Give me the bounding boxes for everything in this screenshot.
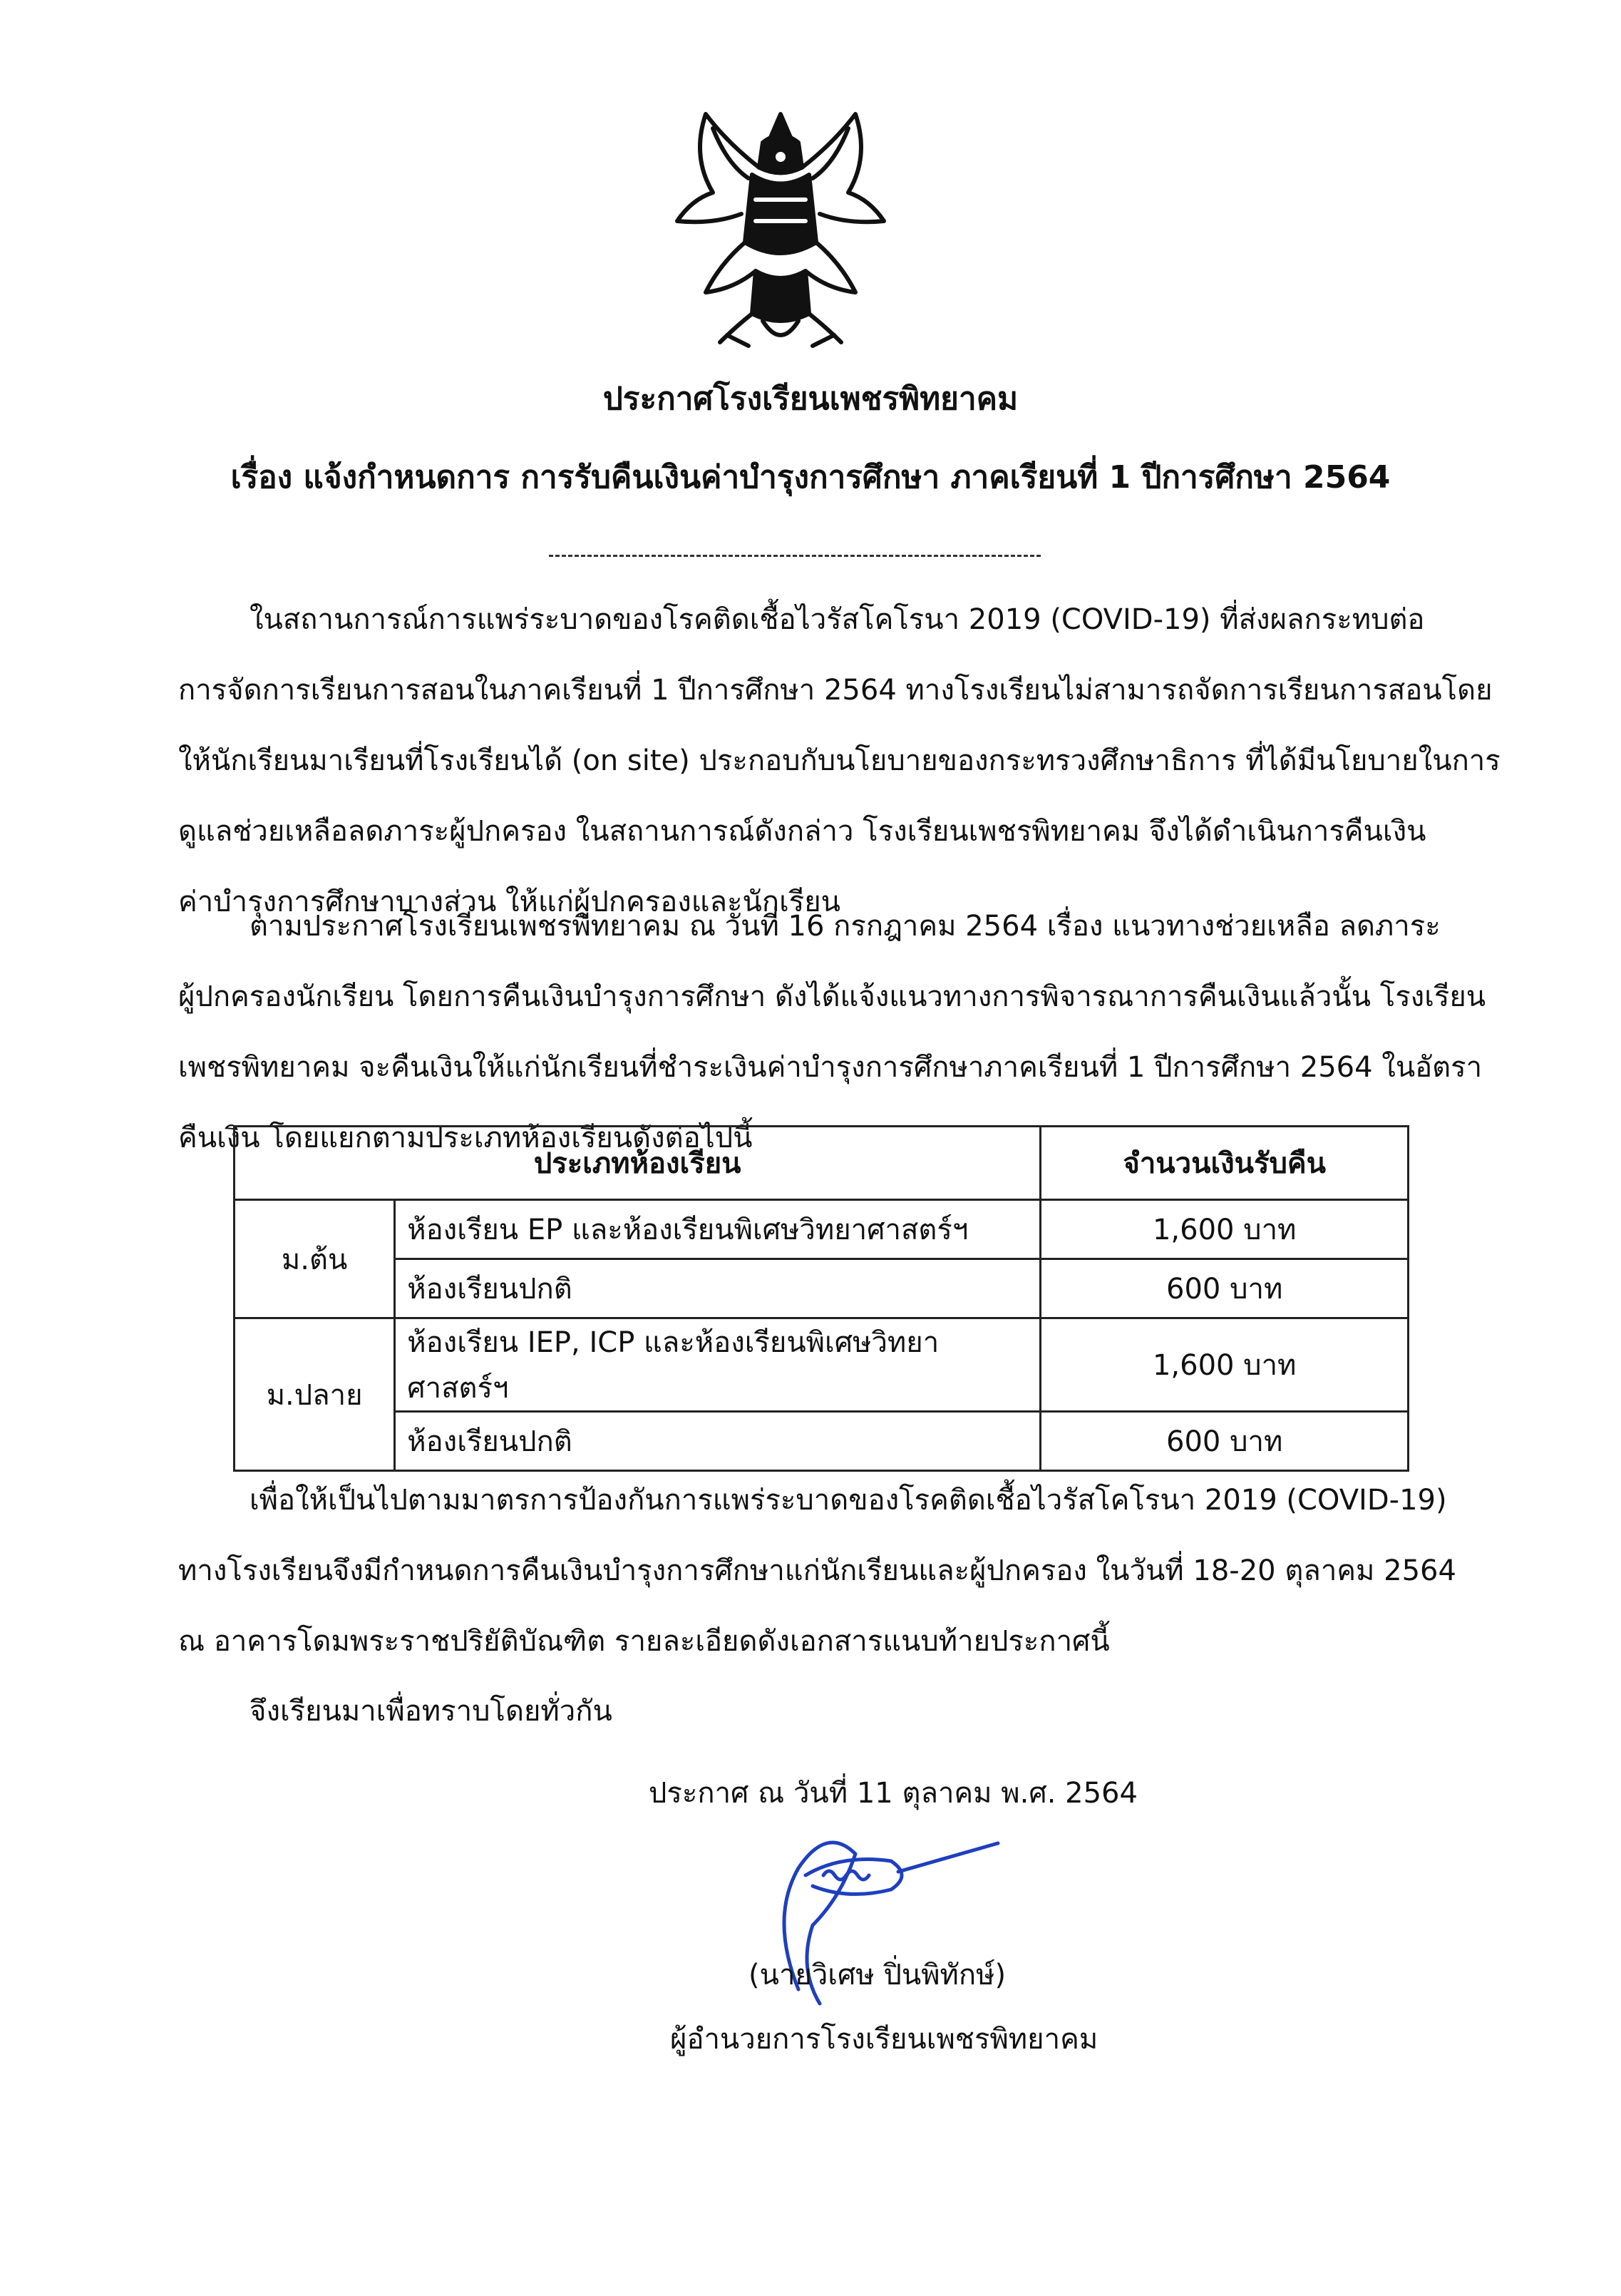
- closing-remark: จึงเรียนมาเพื่อทราบโดยทั่วกัน: [249, 1695, 612, 1728]
- table-row: [235, 1200, 1409, 1259]
- paragraph-line: ตามประกาศโรงเรียนเพชรพิทยาคม ณ วันที่ 16 กรกฎาคม 2564 เรื่อง แนวทางช่วยเหลือ ลดภาระ: [249, 910, 1441, 943]
- header-classroom-type: ประเภทห้องเรียน: [235, 1127, 1041, 1200]
- amount-cell: 1,600 บาท: [1041, 1200, 1409, 1259]
- announcement-date: ประกาศ ณ วันที่ 11 ตุลาคม พ.ศ. 2564: [649, 1777, 1138, 1810]
- amount-cell: 600 บาท: [1041, 1259, 1409, 1318]
- paragraph-line: เพชรพิทยาคม จะคืนเงินให้แก่นักเรียนที่ชำระเงินค่าบำรุงการศึกษาภาคเรียนที่ 1 ปีการศึกษา 2564 ในอัตรา: [178, 1051, 1483, 1084]
- amount-cell: 600 บาท: [1041, 1412, 1409, 1471]
- paragraph-line: ค่าบำรุงการศึกษาบางส่วน ให้แก่ผู้ปกครองและนักเรียน: [178, 886, 841, 918]
- type-cell: ห้องเรียน IEP, ICP และห้องเรียนพิเศษวิทยาศาสตร์ฯ: [395, 1318, 1041, 1412]
- table-header-row: [235, 1127, 1409, 1200]
- garuda-emblem-icon: [663, 100, 898, 357]
- type-cell: ห้องเรียน EP และห้องเรียนพิเศษวิทยาศาสตร์ฯ: [395, 1200, 1041, 1259]
- amount-cell: 1,600 บาท: [1041, 1318, 1409, 1412]
- type-cell: ห้องเรียนปกติ: [395, 1259, 1041, 1318]
- paragraph-line: การจัดการเรียนการสอนในภาคเรียนที่ 1 ปีการศึกษา 2564 ทางโรงเรียนไม่สามารถจัดการเรียนการสอนโดย: [178, 674, 1493, 707]
- signer-position: ผู้อำนวยการโรงเรียนเพชรพิทยาคม: [670, 2023, 1098, 2056]
- paragraph-line: ผู้ปกครองนักเรียน โดยการคืนเงินบำรุงการศึกษา ดังได้แจ้งแนวทางการพิจารณาการคืนเงินแล้วนั้น โรงเรียน: [178, 980, 1486, 1013]
- announcement-subject: เรื่อง แจ้งกำหนดการ การรับคืนเงินค่าบำรุงการศึกษา ภาคเรียนที่ 1 ปีการศึกษา 2564: [230, 459, 1391, 496]
- paragraph-line: ทางโรงเรียนจึงมีกำหนดการคืนเงินบำรุงการศึกษาแก่นักเรียนและผู้ปกครอง ในวันที่ 18-20 ตุลาคม 2564: [178, 1554, 1456, 1587]
- paragraph-line: เพื่อให้เป็นไปตามมาตรการป้องกันการแพร่ระบาดของโรคติดเชื้อไวรัสโคโรนา 2019 (COVID-19): [249, 1484, 1447, 1517]
- header-refund-amount: จำนวนเงินรับคืน: [1041, 1127, 1409, 1200]
- paragraph-situation: [178, 585, 1501, 938]
- refund-table: [233, 1125, 1409, 1472]
- paragraph-line: ดูแลช่วยเหลือลดภาระผู้ปกครอง ในสถานการณ์ดังกล่าว โรงเรียนเพชรพิทยาคม จึงได้ดำเนินการคืนเงิน: [178, 815, 1426, 848]
- paragraph-schedule: [178, 1465, 1456, 1677]
- table-row: [235, 1318, 1409, 1412]
- level-cell: ม.ต้น: [235, 1200, 395, 1318]
- paragraph-line: คืนเงิน โดยแยกตามประเภทห้องเรียนดังต่อไปนี้: [178, 1122, 753, 1154]
- announcement-title: ประกาศโรงเรียนเพชรพิทยาคม: [602, 381, 1019, 417]
- paragraph-line: ในสถานการณ์การแพร่ระบาดของโรคติดเชื้อไวรัสโคโรนา 2019 (COVID-19) ที่ส่งผลกระทบต่อ: [249, 603, 1425, 636]
- level-cell: ม.ปลาย: [235, 1318, 395, 1471]
- table-row: [235, 1412, 1409, 1471]
- title-divider: [549, 555, 1041, 557]
- signer-name: (นายวิเศษ ปิ่นพิทักษ์): [748, 1959, 1007, 1992]
- paragraph-line: ณ อาคารโดมพระราชปริยัติบัณฑิต รายละเอียดดังเอกสารแนบท้ายประกาศนี้: [178, 1625, 1110, 1658]
- paragraph-line: ให้นักเรียนมาเรียนที่โรงเรียนได้ (on site) ประกอบกับนโยบายของกระทรวงศึกษาธิการ ที่ได้มีนโยบายในการ: [178, 744, 1501, 777]
- type-cell: ห้องเรียนปกติ: [395, 1412, 1041, 1471]
- table-row: [235, 1259, 1409, 1318]
